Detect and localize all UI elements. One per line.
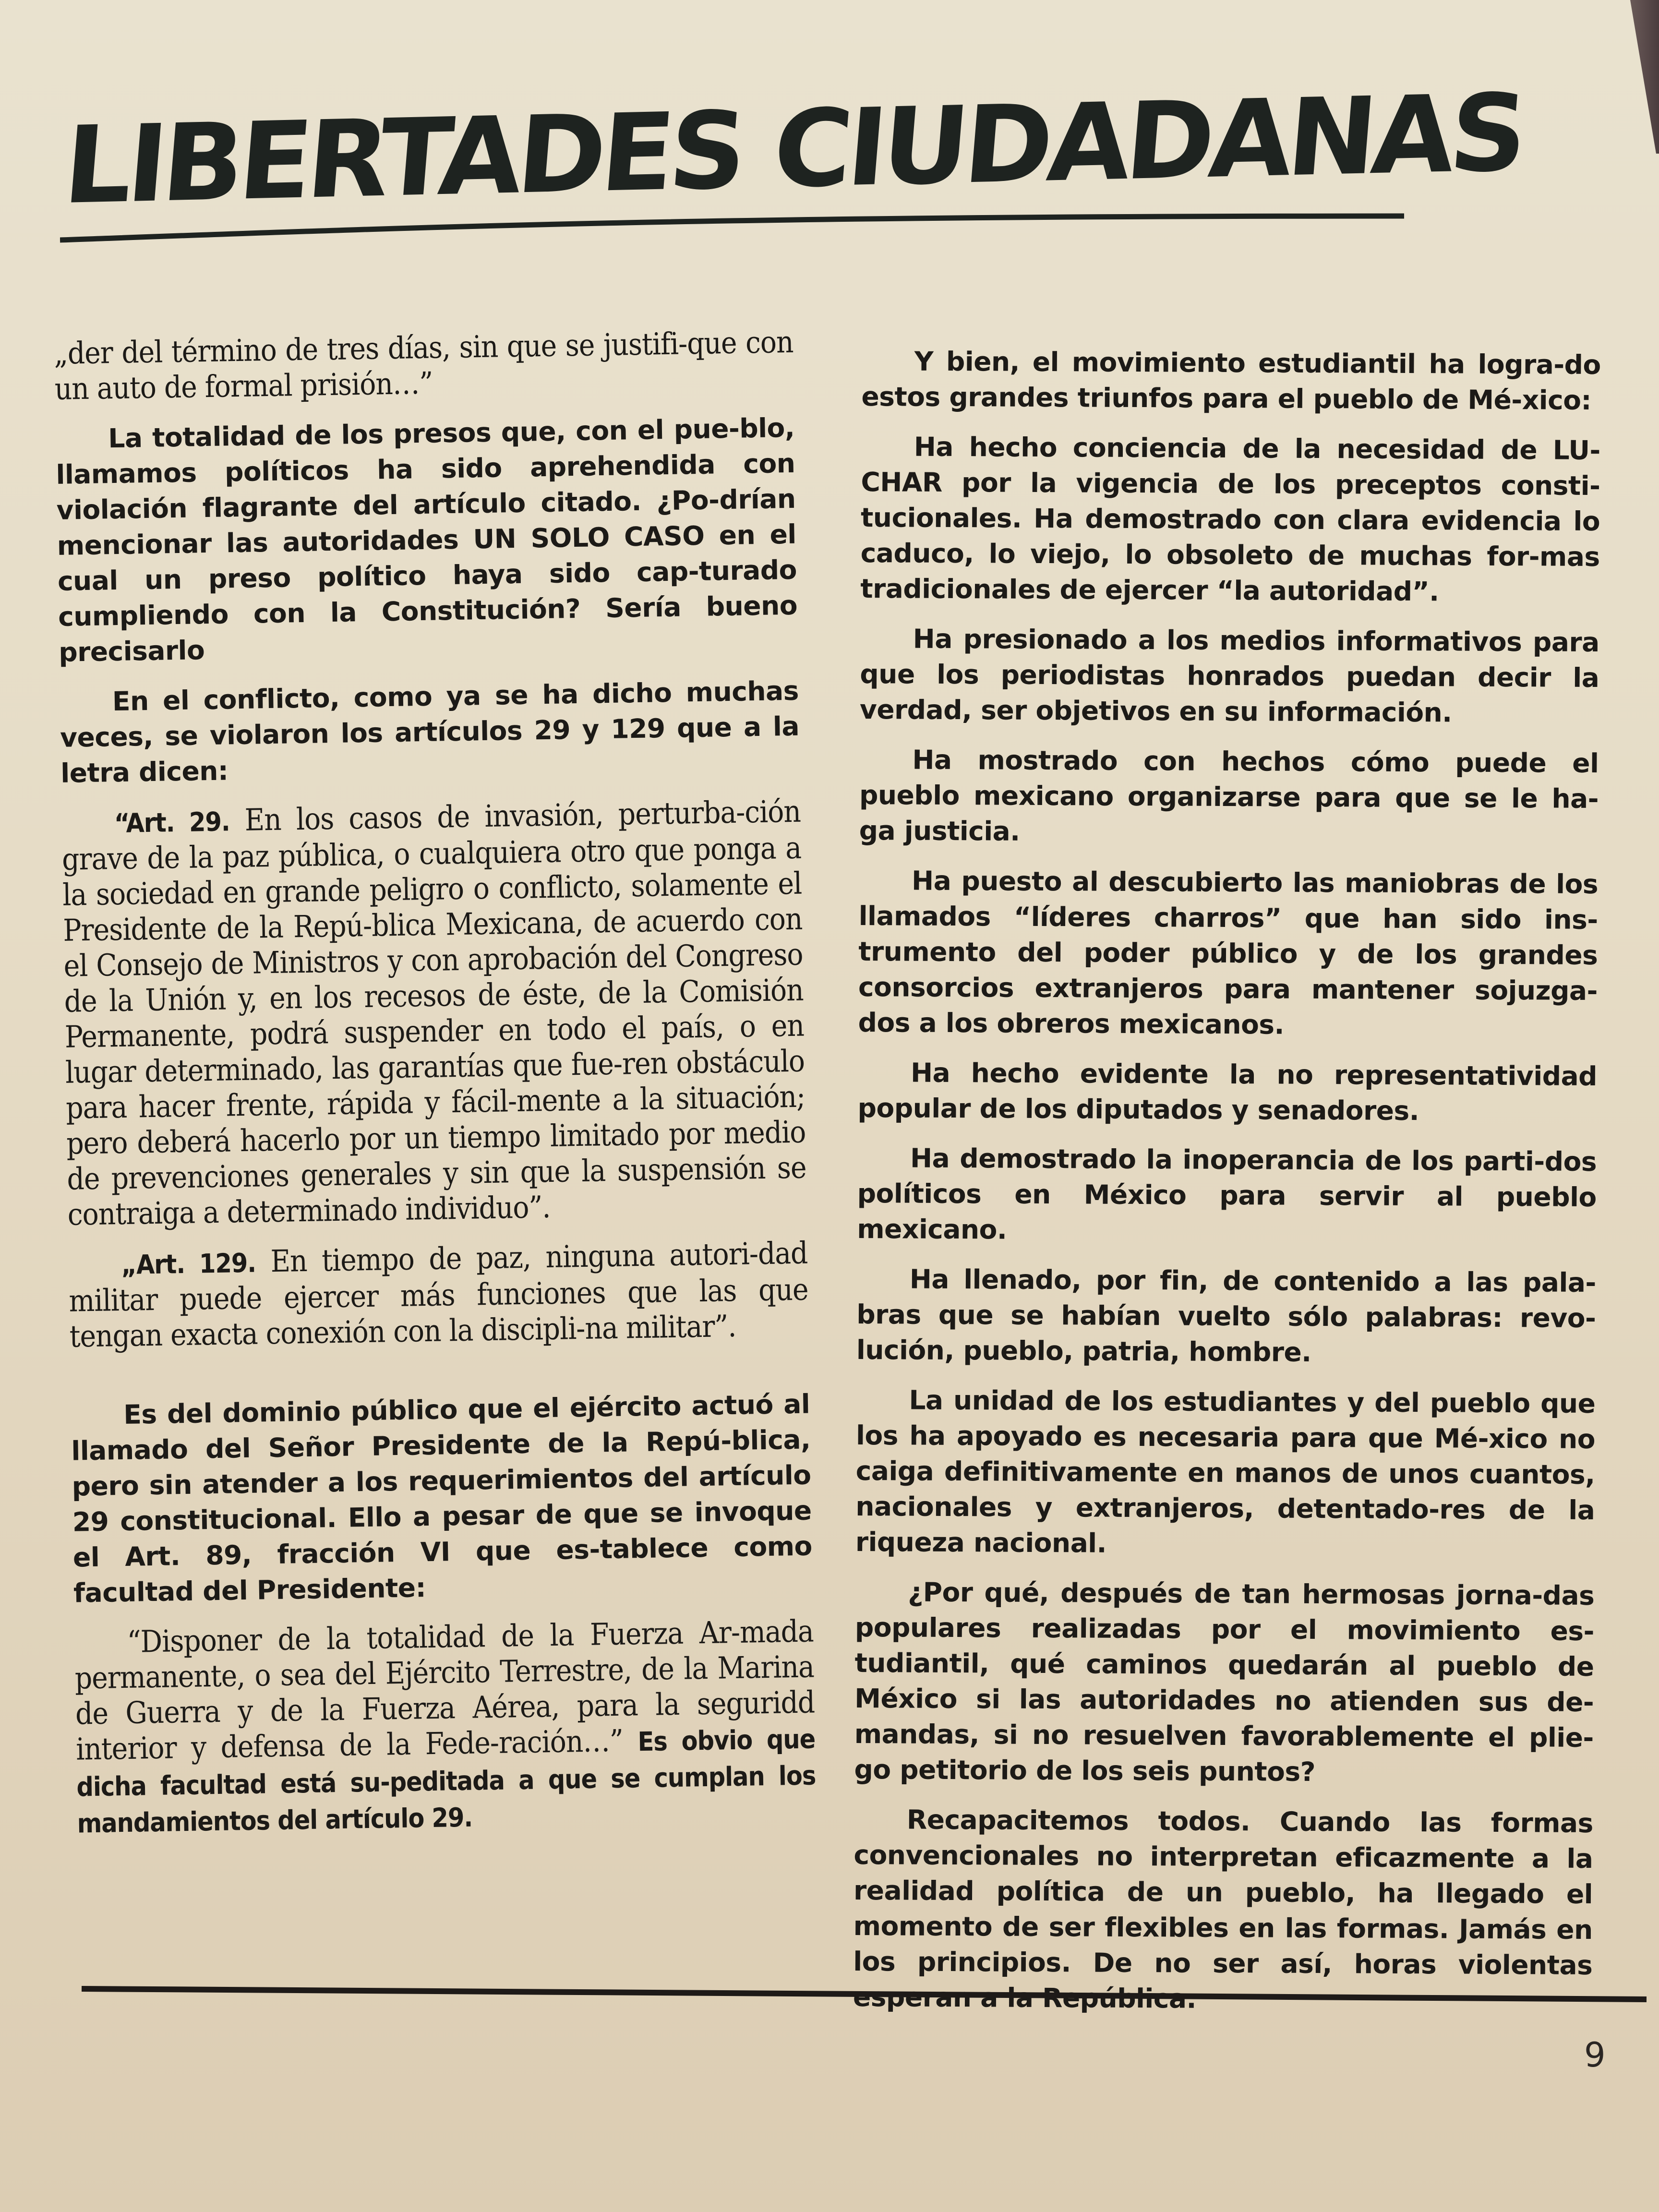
art-129-label: „Art. 129. <box>120 1247 256 1281</box>
paragraph-presos: La totalidad de los presos que, con el pue-blo, llamamos políticos ha sido aprehendida con violación flagrante del artículo citado. ¿Po-drían mencionar las autoridades UN SOLO CASO en el cual un preso político haya sido cap-turado cumpliendo con la Constitución? Sería bueno precisarlo <box>56 412 798 668</box>
quote-art-29 <box>61 794 807 1233</box>
paragraph-conciencia: Ha hecho conciencia de la necesidad de LU-CHAR por la vigencia de los preceptos consti-tucionales. Ha demostrado con clara evidencia lo caduco, lo viejo, lo obsoleto de muchas for-mas tradicionales de ejercer “la autoridad”. <box>860 431 1601 607</box>
paragraph-conflicto: En el conflicto, como ya se ha dicho muchas veces, se violaron los artículos 29 y 129 que a la letra dicen: <box>60 675 800 789</box>
paragraph-dominio-publico: Es del dominio público que el ejército actuó al llamado del Señor Presidente de la Repú-blica, pero sin atender a los requerimientos del artículo 29 constitucional. Ello a pesar de que se invoque el Art. 89, fracción VI que es-tablece como facultad del Presidente: <box>71 1388 813 1609</box>
title-underline <box>60 211 1404 245</box>
quote-art-89 <box>74 1613 817 1841</box>
paragraph-mostrado: Ha mostrado con hechos cómo puede el pueblo mexicano organizarse para que se le ha-ga justicia. <box>859 744 1599 847</box>
paragraph-unidad: La unidad de los estudiantes y del pueblo que los ha apoyado es necesaria para que Mé-xico no caiga definitivamente en manos de unos cuantos, nacionales y extranjeros, detentado-res de la riqueza nacional. <box>855 1384 1596 1559</box>
art-29-text: En los casos de invasión, perturba-ción grave de la paz pública, o cualquiera otro que ponga a la sociedad en grande peligro o conflicto, solamente el Presidente de la Repú-blica Mexicana, de acuerdo con el Consejo de Ministros y con aprobación del Congreso de la Unión y, en los recesos de éste, de la Comisión Permanente, podrá suspender en todo el país, o en lugar determinado, las garantías que fue-ren obstáculo para hacer frente, rápida y fácil-mente a la situación; pero deberá hacerlo por un tiempo limitado por medio de prevenciones generales y sin que la suspensión se contraiga a determinado individuo”. <box>61 793 806 1232</box>
page-title: LIBERTADES CIUDADANAS <box>59 71 1527 228</box>
paragraph-partidos: Ha demostrado la inoperancia de los parti-dos políticos en México para servir al pueblo mexicano. <box>857 1142 1597 1245</box>
paragraph-charros: Ha puesto al descubierto las maniobras de los llamados “líderes charros” que han sido ins-trumento del poder público y de los grandes consorcios extranjeros para mantener sojuzga-dos a los obreros mexicanos. <box>858 865 1599 1040</box>
paragraph-medios: Ha presionado a los medios informativos para que los periodistas honrados puedan decir la verdad, ser objetivos en su información. <box>859 623 1599 728</box>
paragraph-recapacitemos: Recapacitemos todos. Cuando las formas convencionales no interpretan eficazmente a la realidad política de un pueblo, ha llegado el momento de ser flexibles en las formas. Jamás en los principios. De no ser así, horas violentas esperan a la República. <box>853 1804 1594 2014</box>
art-89-quote: “Disponer de la totalidad de la Fuerza Ar-mada permanente, o sea del Ejército Terrestre, de la Marina de Guerra y de la Fuerza Aérea, para la seguridd interior y defensa de la Fede-ración…” <box>74 1613 815 1767</box>
page-number: 9 <box>1584 2035 1606 2075</box>
paragraph-y-bien: Y bien, el movimiento estudiantil ha logra-do estos grandes triunfos para el pueblo de Mé-xico: <box>861 346 1601 416</box>
paragraph-por-que: ¿Por qué, después de tan hermosas jorna-das populares realizadas por el movimiento es-tudiantil, qué caminos quedarán al pueblo de México si las autoridades no atienden sus de-mandas, si no resuelven favorablemente el plie-go petitorio de los seis puntos? <box>854 1576 1595 1787</box>
paragraph-representatividad: Ha hecho evidente la no representatividad popular de los diputados y senadores. <box>857 1057 1598 1127</box>
quote-art-129 <box>68 1236 809 1355</box>
page-edge-shadow <box>1630 0 1659 154</box>
right-column <box>853 343 1601 2033</box>
art-29-label: “Art. 29. <box>114 806 230 839</box>
left-column <box>54 325 817 1856</box>
art-129-text: En tiempo de paz, ninguna autori-dad militar puede ejercer más funciones que las que tengan exacta conexión con la discipli-na militar”. <box>69 1235 808 1354</box>
bottom-rule <box>82 1985 1647 2004</box>
paragraph-continued: „der del término de tres días, sin que se justifi-que con un auto de formal prisión…” <box>54 324 793 407</box>
paragraph-palabras: Ha llenado, por fin, de contenido a las pala-bras que se habían vuelto sólo palabras: revo-lución, pueblo, patria, hombre. <box>856 1263 1596 1368</box>
art-89-commentary: Es obvio que dicha facultad está su-peditada a que se cumplan los mandamientos del artículo 29. <box>76 1723 816 1839</box>
